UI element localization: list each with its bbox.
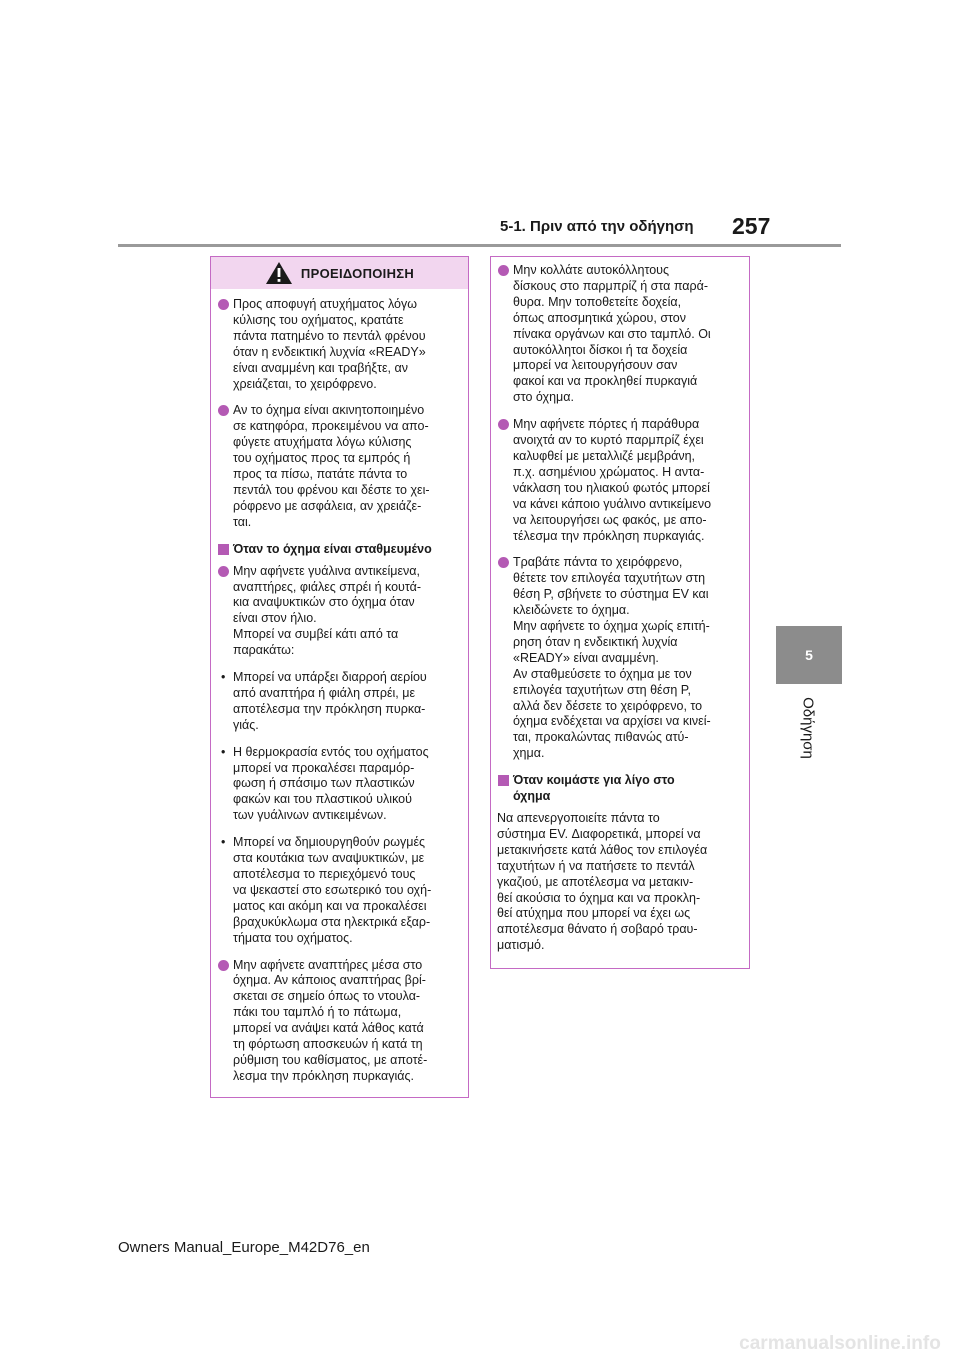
chapter-number: 5 [805, 647, 813, 663]
small-bullet-icon: • [221, 670, 226, 685]
list-item [217, 297, 458, 392]
bullet-dot-icon [498, 419, 509, 430]
square-bullet-icon [498, 775, 509, 786]
list-item [217, 403, 458, 530]
footer-text: Owners Manual_Europe_M42D76_en [118, 1239, 370, 1256]
list-item [497, 555, 739, 762]
paragraph: Να απενεργοποιείτε πάντα το σύστημα EV. Διαφορετικά, μπορεί να μετακινήσετε κατά λάθος τον επιλογέα ταχυτήτων ή να πατήσετε το πεντάλ γκαζιού, με αποτέλεσμα να μετακιν- θεί ακούσια το όχημα και να προκλη- θεί ατύχημα που μπορεί να έχει ως αποτέλεσμα θάνατο ή σοβαρό τραυ- ματισμό. [497, 811, 708, 953]
list-item [217, 958, 458, 1085]
warning-header [211, 257, 468, 289]
list-item-text: Τραβάτε πάντα το χειρόφρενο, θέτετε τον επιλογέα ταχυτήτων στη θέση P, σβήνετε το σύστημα EV και κλειδώνετε το όχημα. Μην αφήνετε το όχημα χωρίς επιτή- ρηση όταν η ενδεικτική λυχνία «READY» είναι αναμμένη. Αν σταθμεύσετε το όχημα με τον επιλογέα ταχυτήτων στη θέση P, αλλά δεν δέσετε το χειρόφρενο, το όχημα ενδέχεται να αρχίσει να κινεί- ται, προκαλώντας πιθανώς ατύ- χημα. [513, 555, 711, 761]
sub-bullet-item [217, 670, 458, 734]
header-rule [118, 244, 841, 247]
warning-body-right [491, 257, 749, 954]
list-item [497, 263, 739, 406]
list-item-text: Μην αφήνετε αναπτήρες μέσα στο όχημα. Αν κάποιος αναπτήρας βρί- σκεται σε σημείο όπως το ντουλα- πάκι του ταμπλό ή το πάτωμα, μπορεί να ανάψει κατά λάθος κατά τη φόρτωση αποσκευών ή κατά τη ρύθμιση του καθίσματος, με αποτέ- λεσμα την πρόκληση πυρκαγιάς. [233, 957, 428, 1083]
list-item-text: Μην αφήνετε πόρτες ή παράθυρα ανοιχτά αν το κυρτό παρμπρίζ έχει καλυφθεί με μεταλλιζέ μεμβράνη, π.χ. ασημένιου χρώματος. Η αντα- νάκλαση του ηλιακού φωτός μπορεί να κάνει κάποιο γυάλινο αντικείμενο να λειτουργήσει ως φακός, με απο- τέλεσμα την πρόκληση πυρκαγιάς. [513, 417, 712, 543]
chapter-label: Οδήγηση [799, 697, 817, 759]
watermark-logo [724, 1332, 956, 1354]
heading-text: Όταν κοιμάστε για λίγο στο όχημα [513, 773, 675, 804]
warning-triangle-icon [265, 261, 293, 285]
chapter-tab [776, 626, 842, 684]
heading-text: Όταν το όχημα είναι σταθμευμένο [233, 541, 432, 556]
list-item [217, 564, 458, 659]
bullet-dot-icon [498, 265, 509, 276]
sub-bullet-text: Μπορεί να υπάρξει διαρροή αερίου από αναπτήρα ή φιάλη σπρέι, με αποτέλεσμα την πρόκληση πυρκα- γιάς. [233, 670, 427, 732]
section-title: 5-1. Πριν από την οδήγηση [500, 218, 694, 235]
list-item-text: Μην αφήνετε γυάλινα αντικείμενα, αναπτήρες, φιάλες σπρέι ή κουτά- κια αναψυκτικών στο όχημα όταν είναι στον ήλιο. Μπορεί να συμβεί κάτι από τα παρακάτω: [233, 563, 422, 658]
svg-text:carmanualsonline.info: carmanualsonline.info [739, 1333, 941, 1354]
square-bullet-icon [218, 544, 229, 555]
section-heading-nap [497, 773, 739, 805]
list-item-text: Μην κολλάτε αυτοκόλλητους δίσκους στο παρμπρίζ ή στα παρά- θυρα. Μην τοποθετείτε δοχεία, όπως αποσμητικά χώρου, στον πίνακα οργάνων και στο ταμπλό. Οι αυτοκόλλητοι δίσκοι ή τα δοχεία μπορεί να λειτουργήσουν σαν φακοί και να προκληθεί πυρκαγιά στο όχημα. [513, 263, 711, 405]
warning-box-left [210, 256, 469, 1098]
section-heading-parked [217, 542, 458, 558]
small-bullet-icon: • [221, 835, 226, 850]
bullet-dot-icon [218, 405, 229, 416]
bullet-dot-icon [218, 960, 229, 971]
sub-bullet-text: Μπορεί να δημιουργηθούν ρωγμές στα κουτάκια των αναψυκτικών, με αποτέλεσμα το περιεχόμενό τους να ψεκαστεί στο εσωτερικό του οχή- ματος και ακόμη και να προκαλέσει βραχυκύκλωμα στα ηλεκτρικά εξαρ- τήματα του οχήματος. [233, 835, 432, 945]
bullet-dot-icon [498, 557, 509, 568]
warning-box-right [490, 256, 750, 969]
page-number: 257 [732, 213, 771, 239]
sub-bullet-item [217, 745, 458, 825]
sub-bullet-item [217, 835, 458, 946]
list-item-text: Αν το όχημα είναι ακινητοποιημένο σε κατηφόρα, προκειμένου να απο- φύγετε ατυχήματα λόγω κύλισης του οχήματος προς τα εμπρός ή προς τα πίσω, πατάτε πάντα το πεντάλ του φρένου και δέστε το χει- ρόφρενο με ασφάλεια, αν χρειάζε- ται. [233, 403, 430, 529]
small-bullet-icon: • [221, 744, 226, 759]
bullet-dot-icon [218, 299, 229, 310]
warning-body-left [211, 289, 468, 1085]
sub-bullet-text: Η θερμοκρασία εντός του οχήματος μπορεί να προκαλέσει παραμόρ- φωση ή σπάσιμο των πλαστικών φακών και του πλαστικού υλικού των γυάλινων αντικειμένων. [233, 744, 429, 823]
list-item [497, 417, 739, 544]
list-item-text: Προς αποφυγή ατυχήματος λόγω κύλισης του οχήματος, κρατάτε πάντα πατημένο το πεντάλ φρένου όταν η ενδεικτική λυχνία «READY» είναι αναμμένη και τραβήξτε, αν χρειάζεται, το χειρόφρενο. [233, 297, 426, 391]
bullet-dot-icon [218, 566, 229, 577]
warning-title: ΠΡΟΕΙΔΟΠΟΙΗΣΗ [300, 265, 415, 281]
